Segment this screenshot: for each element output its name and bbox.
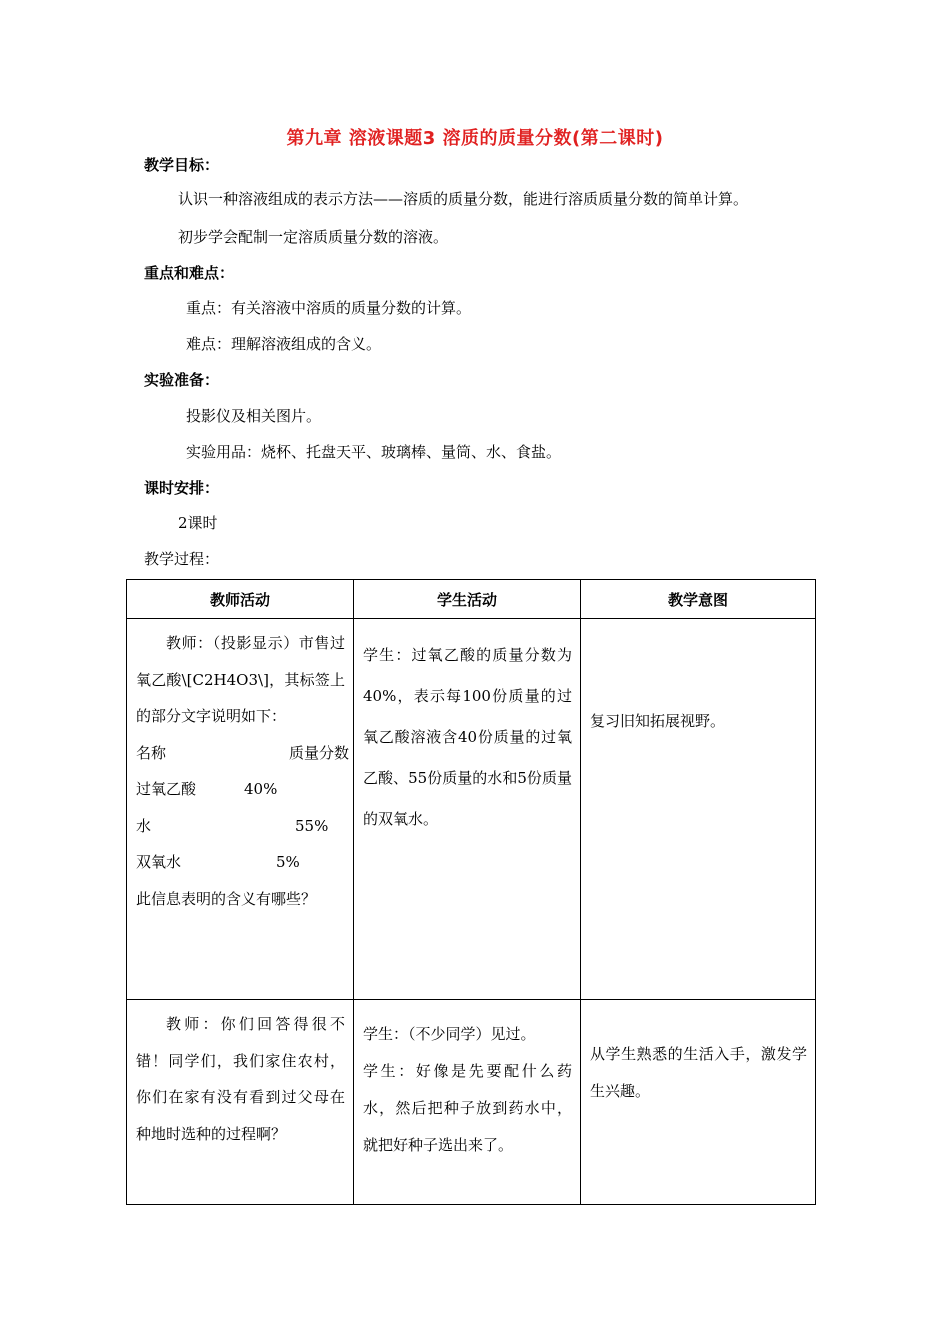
goals-line-1: 认识一种溶液组成的表示方法——溶质的质量分数，能进行溶质质量分数的简单计算。 <box>178 190 749 208</box>
intent-text: 复习旧知拓展视野。 <box>590 712 726 730</box>
teaching-intent-cell <box>581 619 816 1000</box>
student-activity-cell <box>354 619 581 1000</box>
process-label: 教学过程： <box>144 550 220 568</box>
label-fraction-heading: 质量分数 <box>289 743 350 762</box>
label-item-name: 双氧水 <box>136 853 182 871</box>
label-name-heading: 名称 <box>136 743 167 762</box>
label-item-3 <box>136 844 345 881</box>
label-item-value: 5% <box>276 853 300 871</box>
label-question-text: 此信息表明的含义有哪些？ <box>136 889 317 908</box>
page-title: 第九章 溶液课题3 溶质的质量分数(第二课时) <box>286 128 664 149</box>
label-item-1 <box>136 771 345 808</box>
difficulty-line: 难点：理解溶液组成的含义。 <box>186 335 382 353</box>
table-header-row <box>127 580 816 619</box>
label-item-value: 55% <box>295 816 329 835</box>
goals-line-2: 初步学会配制一定溶质质量分数的溶液。 <box>178 228 449 246</box>
goals-heading: 教学目标： <box>144 156 220 174</box>
student-activity-cell <box>354 1000 581 1205</box>
preparation-line-2: 实验用品：烧杯、托盘天平、玻璃棒、量筒、水、食盐。 <box>186 443 562 461</box>
label-item-name: 水 <box>136 816 152 835</box>
label-item-name: 过氧乙酸 <box>136 780 197 798</box>
key-points-heading: 重点和难点： <box>144 264 235 282</box>
teacher-activity-cell <box>127 619 354 1000</box>
header-teacher-activity: 教师活动 <box>127 580 354 619</box>
header-teaching-intent: 教学意图 <box>581 580 816 619</box>
teaching-intent-cell <box>581 1000 816 1205</box>
intent-text: 从学生熟悉的生活入手，激发学生兴趣。 <box>590 1045 807 1100</box>
teacher-activity-cell <box>127 1000 354 1205</box>
table-row <box>127 619 816 1000</box>
student-answer-1: 学生：（不少同学）见过。 <box>363 1025 536 1043</box>
teacher-intro-text: 教师：（投影显示）市售过氧乙酸\[C2H4O3\]，其标签上的部分文字说明如下： <box>136 634 345 725</box>
schedule-line: 2课时 <box>178 514 218 532</box>
preparation-line-1: 投影仪及相关图片。 <box>186 407 322 425</box>
label-header-line <box>136 735 350 772</box>
key-point-line: 重点：有关溶液中溶质的质量分数的计算。 <box>186 299 472 317</box>
table-row <box>127 1000 816 1205</box>
student-answer-2: 学生：好像是先要配什么药水，然后把种子放到药水中，就把好种子选出来了。 <box>363 1062 572 1154</box>
teacher-question-text: 教师：你们回答得很不错！同学们，我们家住农村，你们在家有没有看到过父母在种地时选种的过程啊？ <box>136 1015 345 1143</box>
label-item-2 <box>136 808 345 845</box>
preparation-heading: 实验准备： <box>144 371 220 389</box>
schedule-heading: 课时安排： <box>144 479 220 497</box>
header-student-activity: 学生活动 <box>354 580 581 619</box>
label-item-value: 40% <box>244 780 278 798</box>
lesson-plan-table <box>126 579 816 1205</box>
student-answer-text: 学生：过氧乙酸的质量分数为40%，表示每100份质量的过氧乙酸溶液含40份质量的过氧乙酸、55份质量的水和5份质量的双氧水。 <box>363 646 572 828</box>
